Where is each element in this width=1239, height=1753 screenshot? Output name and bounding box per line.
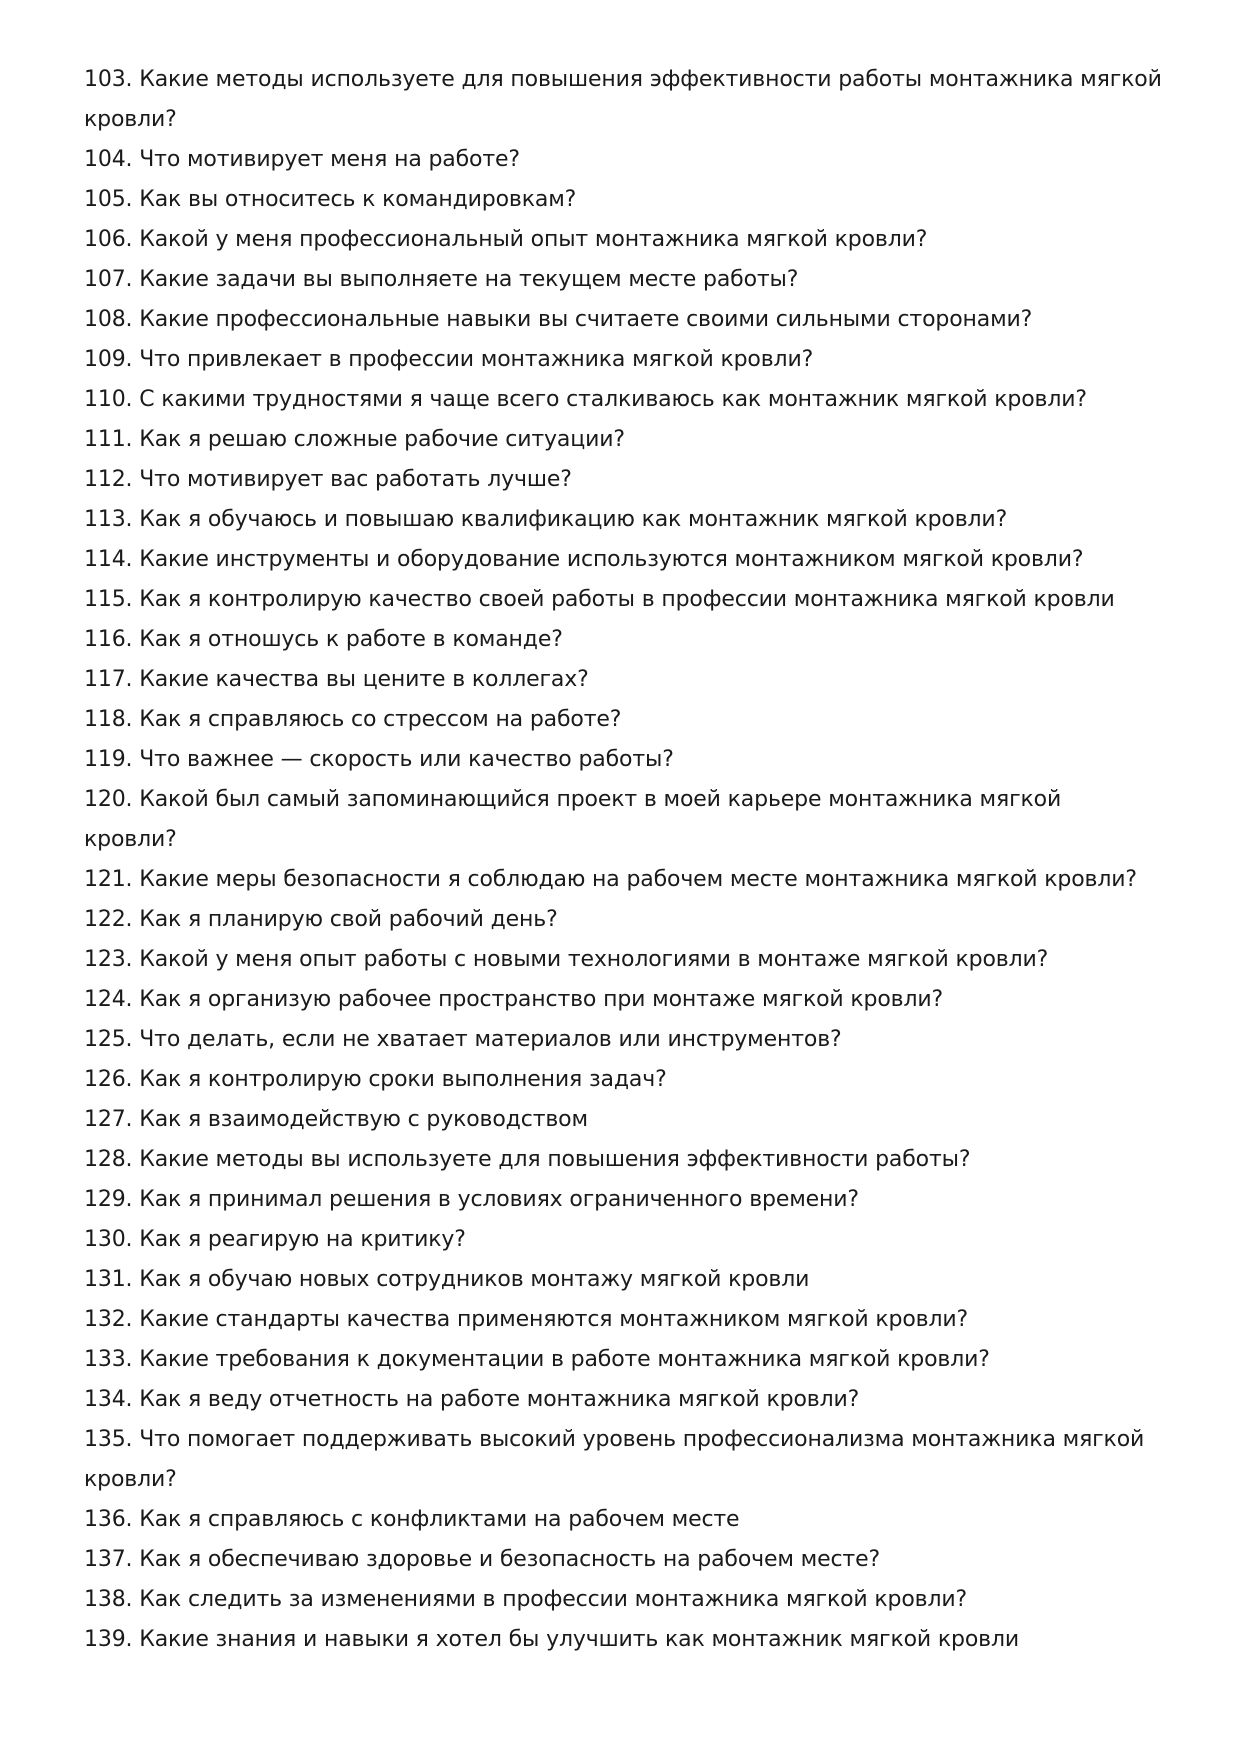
text-line: кровли? bbox=[84, 1467, 177, 1492]
text-line: 134. Как я веду отчетность на работе монтажника мягкой кровли? bbox=[84, 1387, 860, 1412]
text-line: 114. Какие инструменты и оборудование используются монтажником мягкой кровли? bbox=[84, 547, 1084, 572]
text-line: 112. Что мотивирует вас работать лучше? bbox=[84, 467, 572, 492]
text-line: 105. Как вы относитесь к командировкам? bbox=[84, 187, 577, 212]
text-line: 110. С какими трудностями я чаще всего сталкиваюсь как монтажник мягкой кровли? bbox=[84, 387, 1087, 412]
text-line: 115. Как я контролирую качество своей работы в профессии монтажника мягкой кровли bbox=[84, 587, 1115, 612]
text-line: 104. Что мотивирует меня на работе? bbox=[84, 147, 520, 172]
text-line: кровли? bbox=[84, 827, 177, 852]
text-line: 137. Как я обеспечиваю здоровье и безопасность на рабочем месте? bbox=[84, 1547, 881, 1572]
text-line: 122. Как я планирую свой рабочий день? bbox=[84, 907, 558, 932]
text-line: 130. Как я реагирую на критику? bbox=[84, 1227, 466, 1252]
text-line: 116. Как я отношусь к работе в команде? bbox=[84, 627, 563, 652]
text-line: 121. Какие меры безопасности я соблюдаю на рабочем месте монтажника мягкой кровли? bbox=[84, 867, 1137, 892]
text-line: кровли? bbox=[84, 107, 177, 132]
text-line: 113. Как я обучаюсь и повышаю квалификацию как монтажник мягкой кровли? bbox=[84, 507, 1008, 532]
text-line: 126. Как я контролирую сроки выполнения задач? bbox=[84, 1067, 667, 1092]
text-line: 119. Что важнее — скорость или качество работы? bbox=[84, 747, 674, 772]
text-line: 109. Что привлекает в профессии монтажника мягкой кровли? bbox=[84, 347, 814, 372]
text-line: 133. Какие требования к документации в работе монтажника мягкой кровли? bbox=[84, 1347, 990, 1372]
text-line: 103. Какие методы используете для повышения эффективности работы монтажника мягкой bbox=[84, 67, 1162, 92]
text-line: 136. Как я справляюсь с конфликтами на рабочем месте bbox=[84, 1507, 740, 1532]
text-line: 117. Какие качества вы цените в коллегах? bbox=[84, 667, 589, 692]
text-line: 108. Какие профессиональные навыки вы считаете своими сильными сторонами? bbox=[84, 307, 1033, 332]
text-line: 129. Как я принимал решения в условиях ограниченного времени? bbox=[84, 1187, 859, 1212]
text-line: 106. Какой у меня профессиональный опыт монтажника мягкой кровли? bbox=[84, 227, 928, 252]
text-line: 138. Как следить за изменениями в профессии монтажника мягкой кровли? bbox=[84, 1587, 968, 1612]
text-line: 125. Что делать, если не хватает материалов или инструментов? bbox=[84, 1027, 842, 1052]
text-line: 118. Как я справляюсь со стрессом на работе? bbox=[84, 707, 622, 732]
text-line: 135. Что помогает поддерживать высокий уровень профессионализма монтажника мягкой bbox=[84, 1427, 1145, 1452]
text-line: 123. Какой у меня опыт работы с новыми технологиями в монтаже мягкой кровли? bbox=[84, 947, 1049, 972]
text-line: 127. Как я взаимодействую с руководством bbox=[84, 1107, 588, 1132]
text-line: 107. Какие задачи вы выполняете на текущем месте работы? bbox=[84, 267, 799, 292]
text-line: 131. Как я обучаю новых сотрудников монтажу мягкой кровли bbox=[84, 1267, 810, 1292]
document-page bbox=[84, 60, 1164, 1660]
text-line: 111. Как я решаю сложные рабочие ситуации? bbox=[84, 427, 625, 452]
text-line: 128. Какие методы вы используете для повышения эффективности работы? bbox=[84, 1147, 971, 1172]
text-line: 139. Какие знания и навыки я хотел бы улучшить как монтажник мягкой кровли bbox=[84, 1627, 1020, 1652]
text-line: 120. Какой был самый запоминающийся проект в моей карьере монтажника мягкой bbox=[84, 787, 1062, 812]
text-line: 124. Как я организую рабочее пространство при монтаже мягкой кровли? bbox=[84, 987, 944, 1012]
text-line: 132. Какие стандарты качества применяются монтажником мягкой кровли? bbox=[84, 1307, 969, 1332]
